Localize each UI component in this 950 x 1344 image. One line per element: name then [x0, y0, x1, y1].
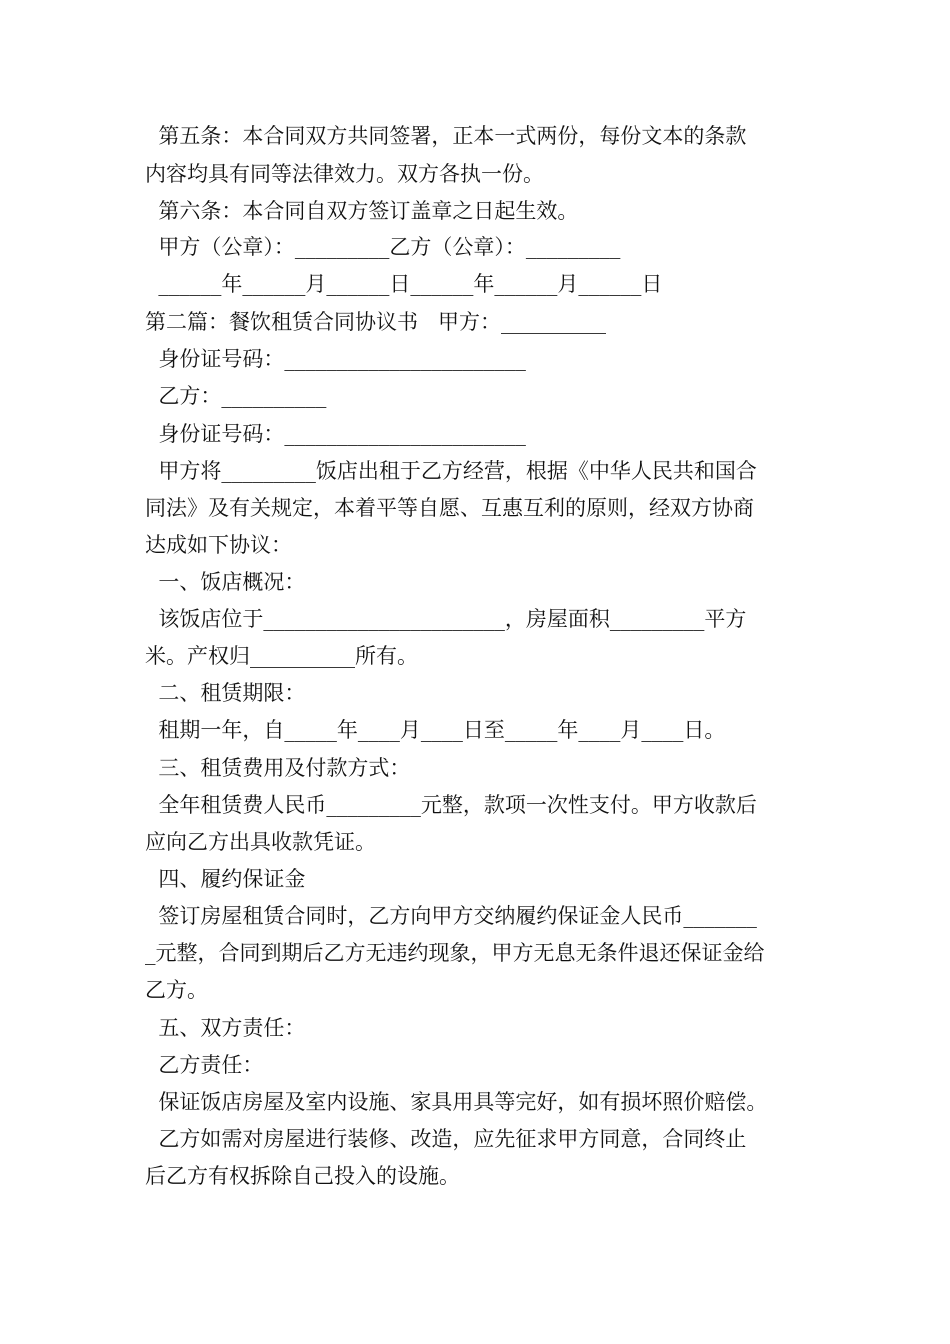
- clause-heading: 五、双方责任：: [145, 1016, 306, 1040]
- text-line: 全年租赁费人民币_________元整，款项一次性支付。甲方收款后: [145, 793, 757, 817]
- text-line: 内容均具有同等法律效力。双方各执一份。: [145, 162, 544, 186]
- text-line: 乙方。: [145, 978, 208, 1002]
- text-line: 甲方（公章）：_________乙方（公章）：_________: [145, 235, 621, 259]
- text-line: 乙方：__________: [145, 384, 327, 408]
- section-heading: 第二篇：餐饮租赁合同协议书 甲方：__________: [145, 310, 607, 334]
- text-line: 第六条：本合同自双方签订盖章之日起生效。: [145, 199, 579, 223]
- text-line: 同法》及有关规定，本着平等自愿、互惠互利的原则，经双方协商: [145, 496, 754, 520]
- clause-heading: 四、履约保证金: [145, 867, 306, 891]
- text-line: ______年______月______日______年______月______日: [145, 272, 663, 296]
- text-line: _元整，合同到期后乙方无违约现象，甲方无息无条件退还保证金给: [145, 941, 765, 965]
- clause-heading: 三、租赁费用及付款方式：: [145, 756, 411, 780]
- clause-heading: 一、饭店概况：: [145, 570, 306, 594]
- clause-heading: 二、租赁期限：: [145, 681, 306, 705]
- text-line: 应向乙方出具收款凭证。: [145, 830, 376, 854]
- text-line: 身份证号码：_______________________: [145, 422, 526, 446]
- text-line: 米。产权归__________所有。: [145, 644, 418, 668]
- text-line: 甲方将_________饭店出租于乙方经营，根据《中华人民共和国合: [145, 459, 757, 483]
- text-line: 第五条：本合同双方共同签署，正本一式两份，每份文本的条款: [145, 124, 747, 148]
- text-line: 达成如下协议：: [145, 533, 292, 557]
- text-line: 乙方如需对房屋进行装修、改造，应先征求甲方同意，合同终止: [145, 1127, 747, 1151]
- text-line: 保证饭店房屋及室内设施、家具用具等完好，如有损坏照价赔偿。: [145, 1090, 768, 1114]
- text-line: 后乙方有权拆除自己投入的设施。: [145, 1164, 460, 1188]
- text-line: 乙方责任：: [145, 1053, 264, 1077]
- text-line: 身份证号码：_______________________: [145, 347, 526, 371]
- text-line: 租期一年，自_____年____月____日至_____年____月____日。: [145, 718, 726, 742]
- text-line: 签订房屋租赁合同时，乙方向甲方交纳履约保证金人民币_______: [145, 904, 757, 928]
- text-line: 该饭店位于_______________________，房屋面积_________平方: [145, 607, 747, 631]
